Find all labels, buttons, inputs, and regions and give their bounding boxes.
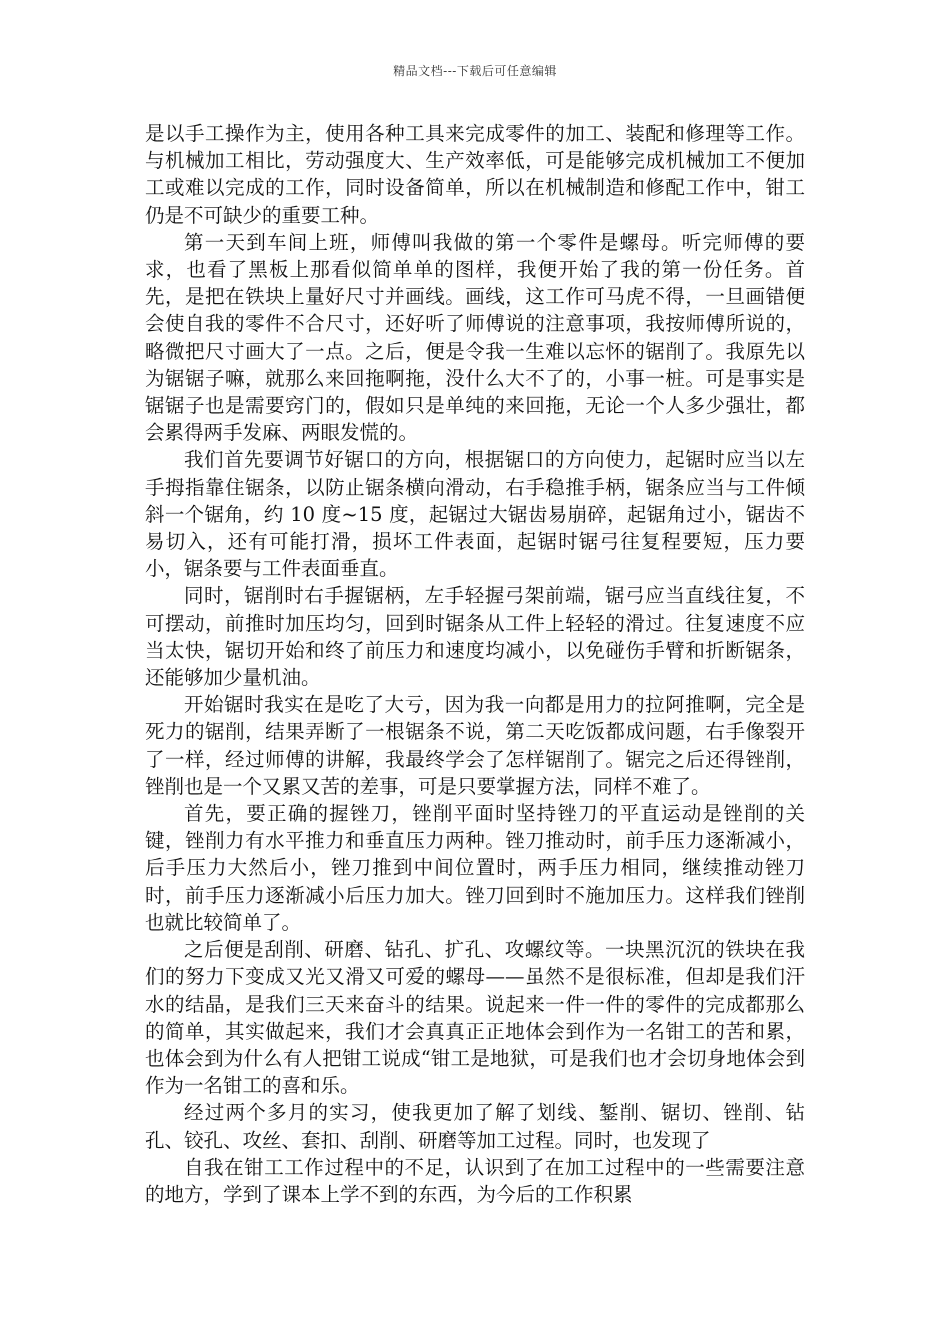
paragraph: 开始锯时我实在是吃了大亏，因为我一向都是用力的拉阿推啊，完全是死力的锯削，结果弄断了一根锯条不说，第二天吃饭都成问题，右手像裂开了一样，经过师傅的讲解，我最终学会了怎样锯削了。锯完之后还得锉削，锉削也是一个又累又苦的差事，可是只要掌握方法，同样不难了。 — [145, 693, 805, 798]
paragraph: 同时，锯削时右手握锯柄，左手轻握弓架前端，锯弓应当直线往复，不可摆动，前推时加压均匀，回到时锯条从工件上轻轻的滑过。往复速度不应当太快，锯切开始和终了前压力和速度均减小，以免碰伤手臂和折断锯条，还能够加少量机油。 — [145, 584, 805, 690]
paragraph: 经过两个多月的实习，使我更加了解了划线、錾削、锯切、锉削、钻孔、铰孔、攻丝、套扣、刮削、研磨等加工过程。同时，也发现了 — [145, 1101, 805, 1152]
document-body — [145, 120, 805, 1208]
paragraph: 自我在钳工工作过程中的不足，认识到了在加工过程中的一些需要注意的地方，学到了课本上学不到的东西，为今后的工作积累 — [145, 1155, 805, 1206]
paragraph: 首先，要正确的握锉刀，锉削平面时坚持锉刀的平直运动是锉削的关键，锉削力有水平推力和垂直压力两种。锉刀推动时，前手压力逐渐减小，后手压力大然后小，锉刀推到中间位置时，两手压力相同，继续推动锉刀时，前手压力逐渐减小后压力加大。锉刀回到时不施加压力。这样我们锉削也就比较简单了。 — [145, 802, 805, 934]
paragraph: 之后便是刮削、研磨、钻孔、扩孔、攻螺纹等。一块黑沉沉的铁块在我们的努力下变成又光又滑又可爱的螺母——虽然不是很标准，但却是我们汗水的结晶，是我们三天来奋斗的结果。说起来一件一件的零件的完成都那么的简单，其实做起来，我们才会真真正正地体会到作为一名钳工的苦和累，也体会到为什么有人把钳工说成“钳工是地狱，可是我们也才会切身地体会到作为一名钳工的喜和乐。 — [145, 938, 805, 1098]
page-header: 精品文档---下载后可任意编辑 — [393, 64, 557, 78]
paragraph: 我们首先要调节好锯口的方向，根据锯口的方向使力，起锯时应当以左手拇指靠住锯条，以防止锯条横向滑动，右手稳推手柄，锯条应当与工件倾斜一个锯角，约 10 度~15 度，起锯过大锯齿易崩碎，起锯角过小，锯齿不易切入，还有可能打滑，损坏工件表面，起锯时锯弓往复程要短，压力要小，锯条要与工件表面垂直。 — [145, 448, 805, 581]
paragraph: 是以手工操作为主，使用各种工具来完成零件的加工、装配和修理等工作。与机械加工相比，劳动强度大、生产效率低，可是能够完成机械加工不便加工或难以完成的工作，同时设备简单，所以在机械制造和修配工作中，钳工仍是不可缺少的重要工种。 — [145, 122, 805, 227]
paragraph: 第一天到车间上班，师傅叫我做的第一个零件是螺母。听完师傅的要求，也看了黑板上那看似简单单的图样，我便开始了我的第一份任务。首先，是把在铁块上量好尺寸并画线。画线，这工作可马虎不得，一旦画错便会使自我的零件不合尺寸，还好听了师傅说的注意事项，我按师傅所说的，略微把尺寸画大了一点。之后，便是令我一生难以忘怀的锯削了。我原先以为锯锯子嘛，就那么来回拖啊拖，没什么大不了的，小事一桩。可是事实是锯锯子也是需要窍门的，假如只是单纯的来回拖，无论一个人多少强壮，都会累得两手发麻、两眼发慌的。 — [145, 230, 805, 445]
